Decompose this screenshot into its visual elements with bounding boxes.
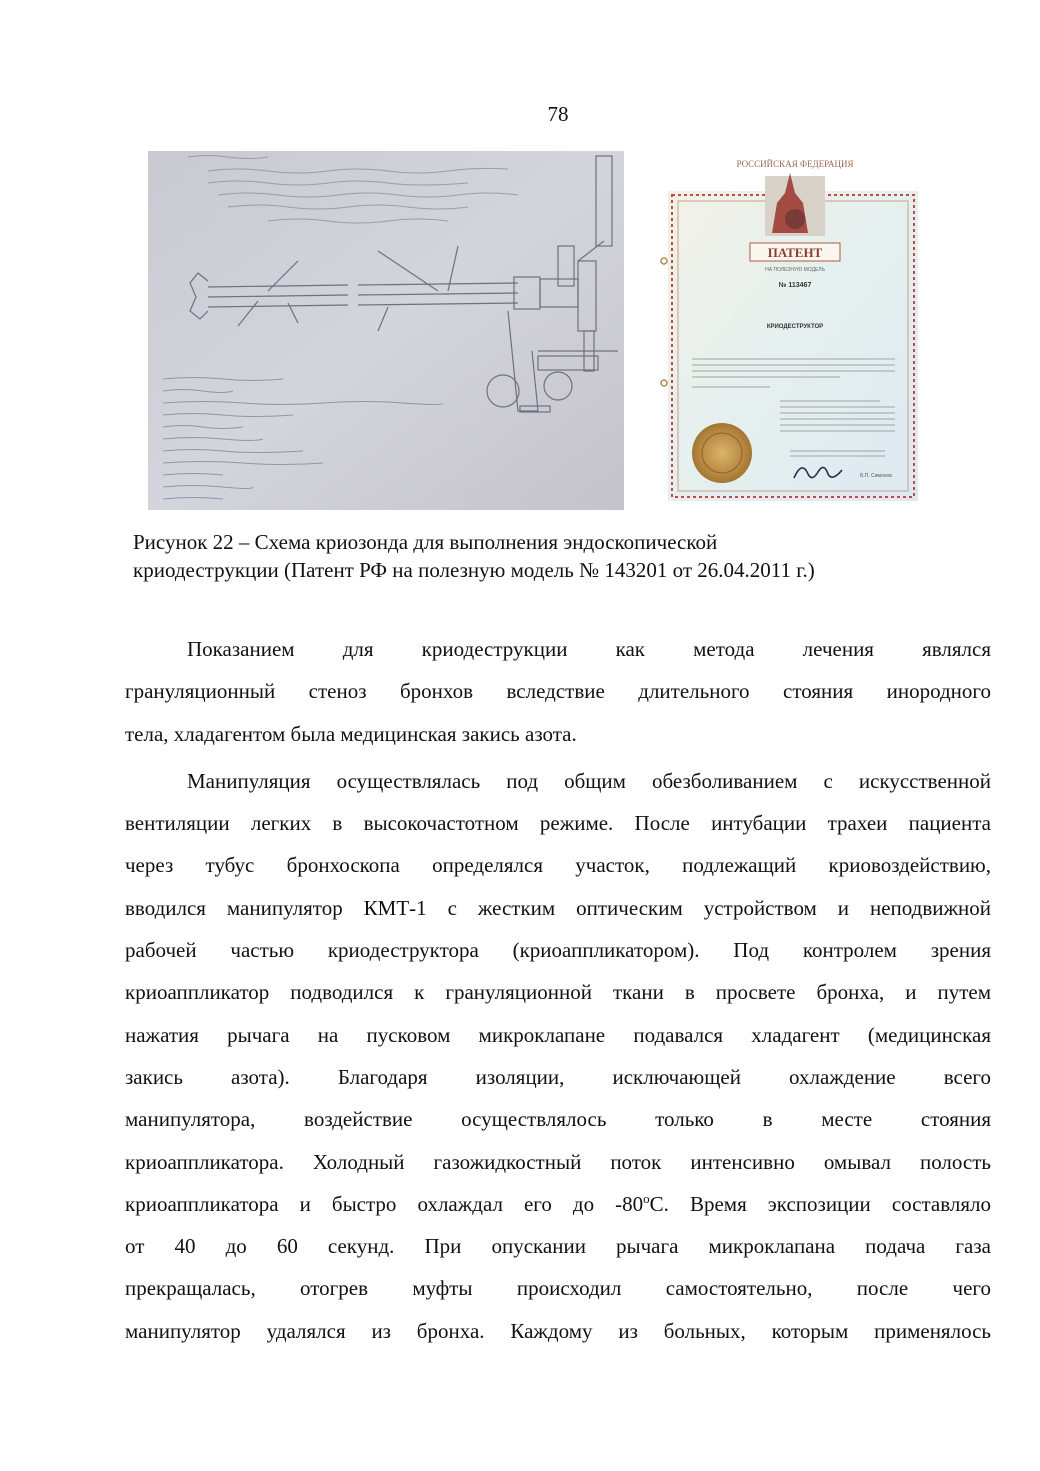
cryoprobe-sketch-image (148, 151, 624, 510)
text-line: Показанием для криодеструкции как метода лечения являлся (187, 637, 991, 661)
text-line: вентиляции легких в высокочастотном режиме. После интубации трахеи пациента (125, 811, 991, 836)
paragraph (125, 760, 991, 1352)
paragraph (125, 628, 991, 755)
text-line: от 40 до 60 секунд. При опускании рычага микроклапана подача газа (125, 1234, 991, 1259)
text-line: рабочей частью криодеструктора (криоаппликатором). Под контролем зрения (125, 938, 991, 963)
text-line: через тубус бронхоскопа определялся участок, подлежащий криовоздействию, (125, 853, 991, 878)
patent-number: № 113467 (778, 282, 812, 289)
text-line: прекращалась, отогрев муфты происходил самостоятельно, после чего (125, 1276, 991, 1301)
figure-caption (133, 528, 963, 584)
patent-subtitle: НА ПОЛЕЗНУЮ МОДЕЛЬ (765, 267, 825, 273)
text-line-temperature (125, 1183, 991, 1225)
text-fragment: С. Время экспозиции составляло (649, 1191, 991, 1216)
degree-superscript: o (643, 1190, 650, 1206)
page-number: 78 (547, 102, 569, 126)
patent-title: ПАТЕНТ (767, 245, 823, 260)
text-line: Манипуляция осуществлялась под общим обезболиванием с искусственной (187, 768, 991, 793)
gold-seal-icon (692, 423, 752, 483)
double-headed-eagle-emblem-icon (765, 173, 825, 236)
text-line: манипулятора, воздействие осуществлялось только в месте стояния (125, 1107, 991, 1132)
text-line: криоаппликатор подводился к грануляционной ткани в просвете бронха, и путем (125, 980, 991, 1005)
patent-certificate-icon (660, 151, 930, 504)
caption-line: криодеструкции (Патент РФ на полезную модель № 143201 от 26.04.2011 г.) (133, 558, 815, 582)
body-text (125, 628, 991, 1357)
text-line: грануляционный стеноз бронхов вследствие длительного стояния инородного (125, 679, 991, 704)
text-line: вводился манипулятор КМТ-1 с жестким оптическим устройством и неподвижной (125, 895, 991, 920)
patent-header: РОССИЙСКАЯ ФЕДЕРАЦИЯ (736, 159, 854, 169)
text-line: нажатия рычага на пусковом микроклапане подавался хладагент (медицинская (125, 1022, 991, 1047)
text-line: тела, хладагентом была медицинская закись азота. (125, 721, 577, 746)
patent-name: КРИОДЕСТРУКТОР (766, 324, 824, 330)
text-fragment: криоаппликатора и быстро охлаждал его до -80 (125, 1191, 644, 1216)
caption-line: Рисунок 22 – Схема криозонда для выполнения эндоскопической (133, 530, 718, 554)
text-line: манипулятор удалялся из бронха. Каждому из больных, которым применялось (125, 1318, 991, 1343)
hand-drawn-cryoprobe-schematic-icon (148, 151, 624, 510)
patent-certificate-image (660, 151, 930, 504)
text-line: криоаппликатора. Холодный газожидкостный поток интенсивно омывал полость (125, 1149, 991, 1174)
text-line: закись азота). Благодаря изоляции, исключающей охлаждение всего (125, 1064, 991, 1089)
patent-signer: Б.П. Симонов (860, 473, 892, 479)
